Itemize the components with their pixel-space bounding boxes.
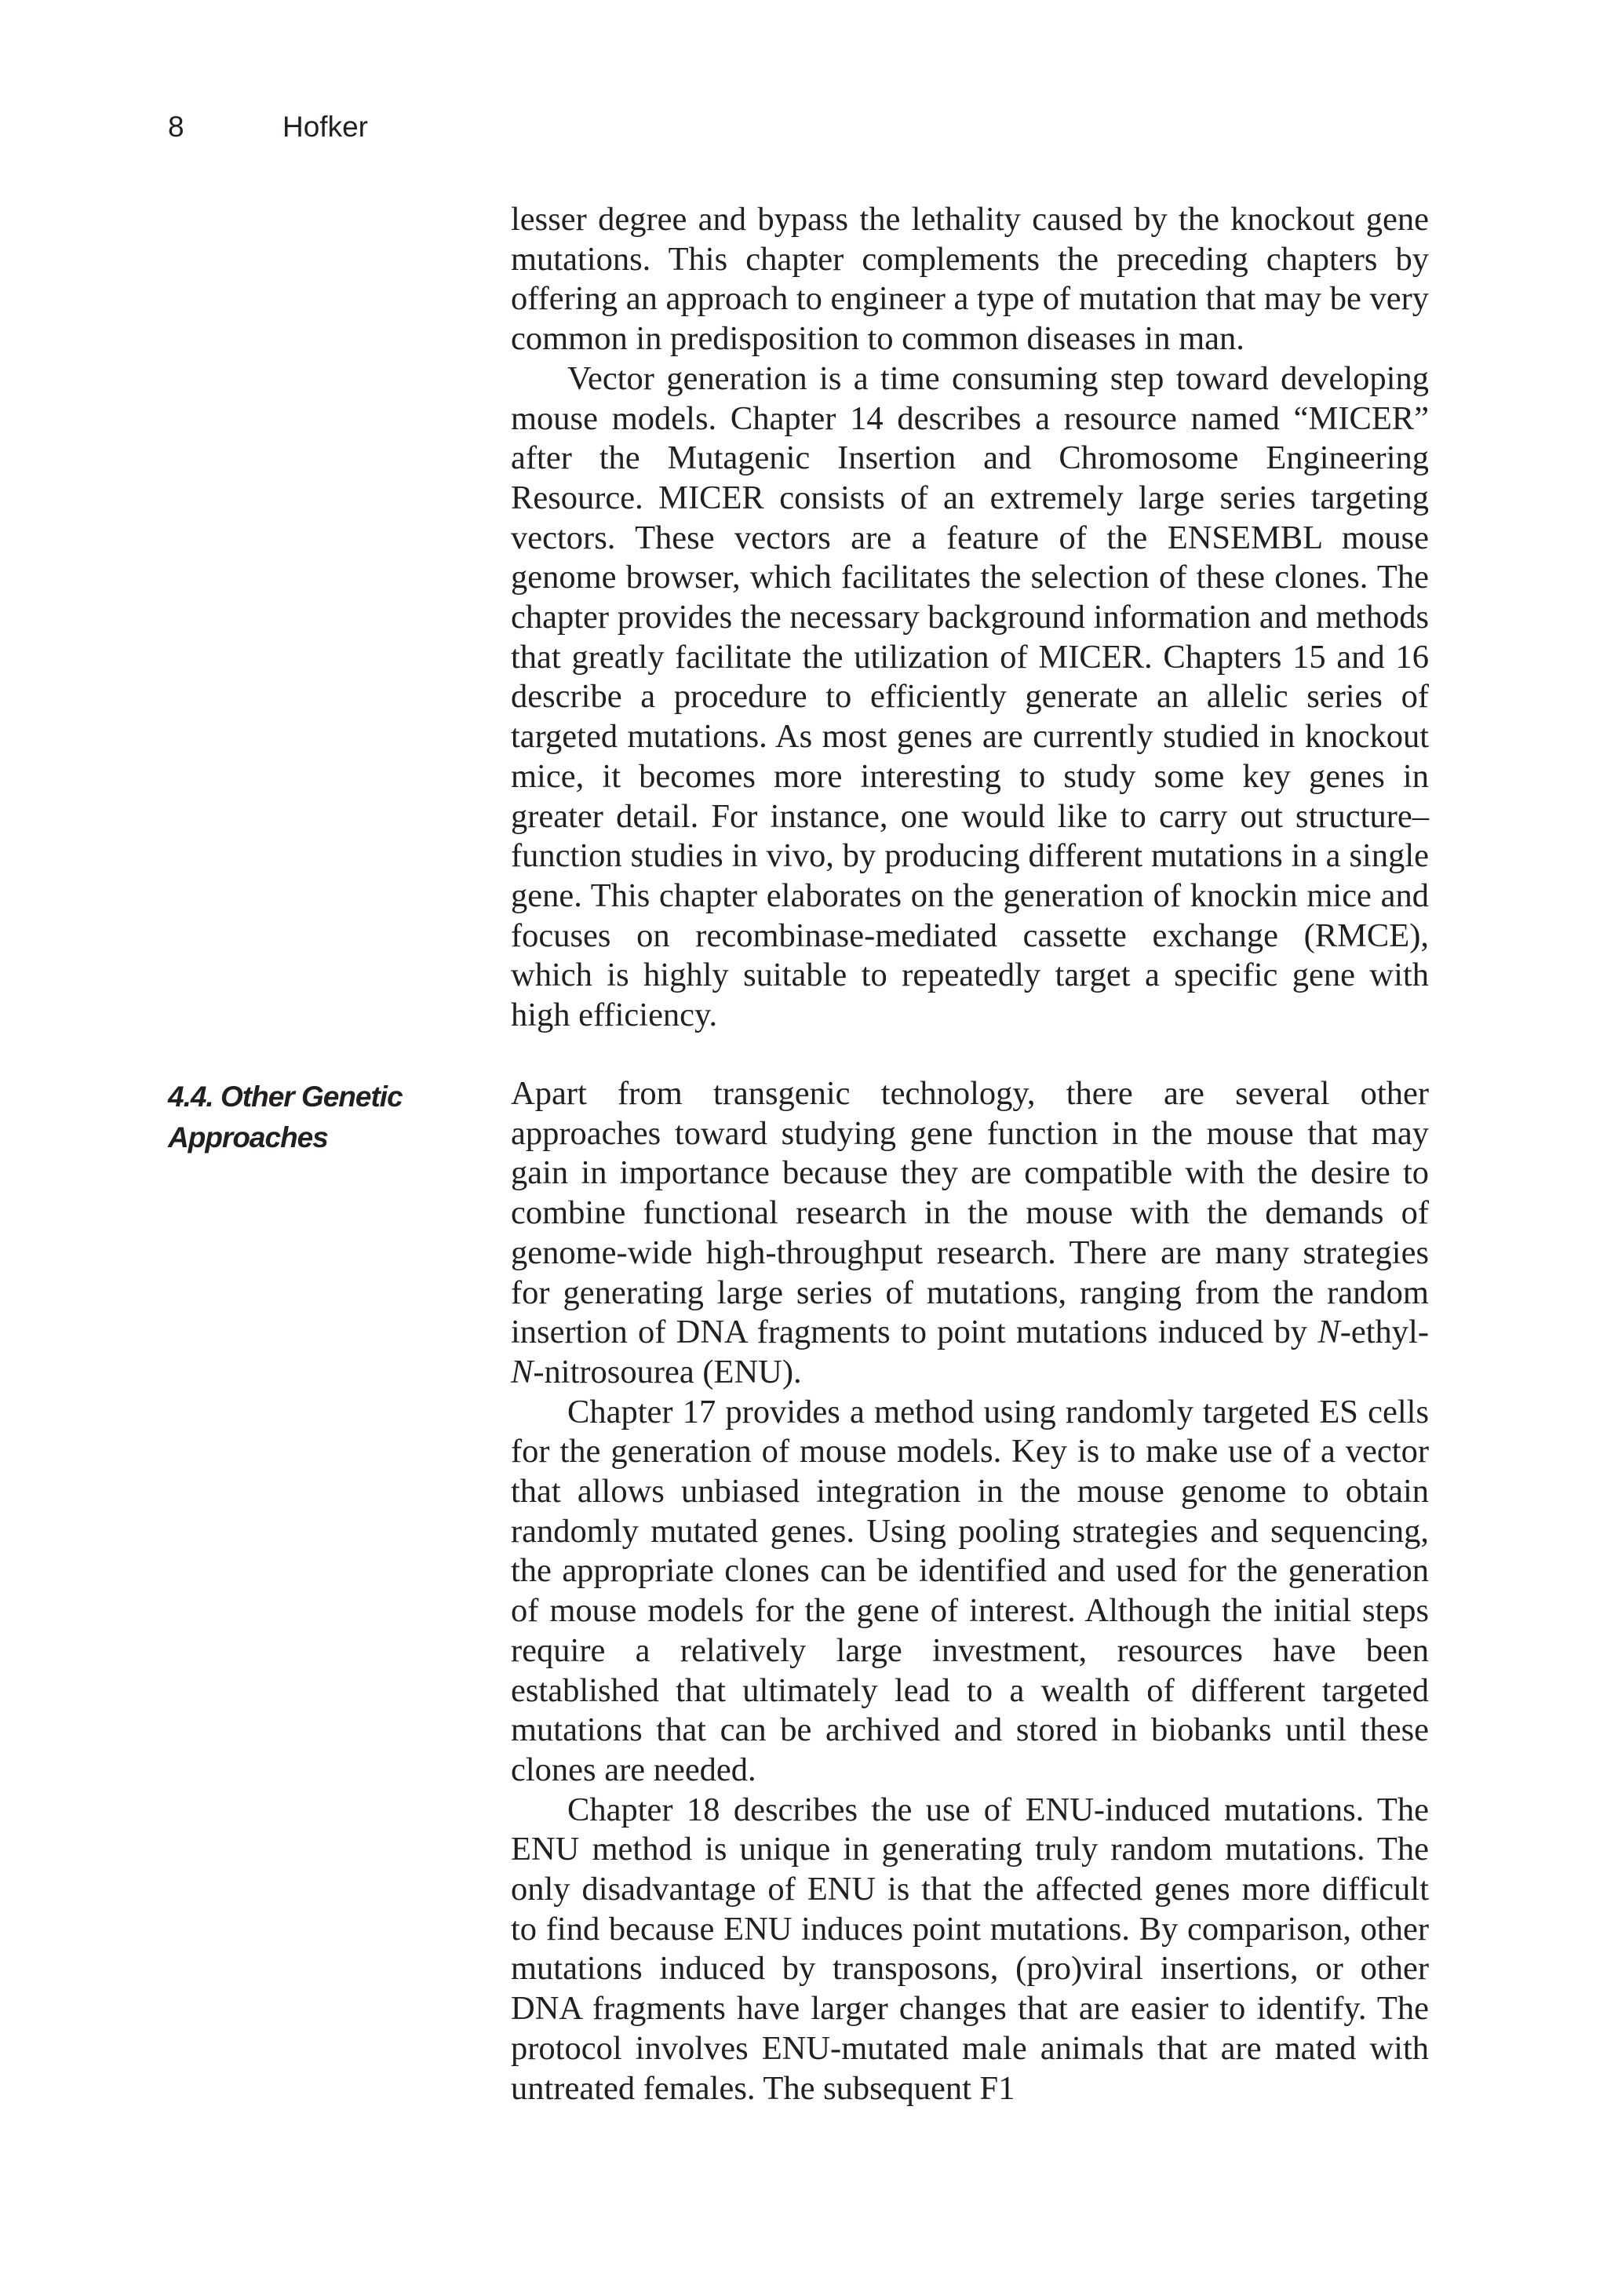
italic-n: N [1317, 1314, 1340, 1351]
body-text-section-4-4 [511, 1074, 1429, 2108]
section-heading-4-4 [168, 1077, 450, 1158]
running-head-author: Hofker [282, 111, 368, 143]
section-heading-line1: 4.4. Other Genetic [168, 1081, 403, 1113]
paragraph-text: -ethyl- [1339, 1314, 1429, 1351]
paragraph-chapter-18: Chapter 18 describes the use of ENU-induced mutations. The ENU method is unique in generating truly random mutations. The only disadvantage of ENU is that the affected genes more difficult to find because ENU induces point mutations. By comparison, other mutations induced by transposons, (pro)viral insertions, or other DNA fragments have larger changes that are easier to identify. The protocol involves ENU-mutated male animals that are mated with untreated females. The subsequent F1 [511, 1791, 1429, 2107]
paragraph-text: -nitrosourea (ENU). [533, 1353, 802, 1390]
paragraph-text: Apart from transgenic technology, there are several other approaches toward studying gene function in the mouse that may gain in importance because they are compatible with the desire to combine functional research in the mouse with the demands of genome-wide high-throughput research. There are many strategies for generating large series of mutations, ranging from the random insertion of DNA fragments to point mutations induced by [511, 1075, 1429, 1351]
paragraph-continuation: lesser degree and bypass the lethality caused by the knockout gene mutations. This chapter complements the preceding chapters by offering an approach to engineer a type of mutation that may be very common in predisposition to common diseases in man. [511, 201, 1429, 358]
page-number: 8 [168, 111, 184, 143]
paragraph-chapter-17: Chapter 17 provides a method using randomly targeted ES cells for the generation of mouse models. Key is to make use of a vector that allows unbiased integration in the mouse genome to obtain randomly mutated genes. Using pooling strategies and sequencing, the appropriate clones can be identified and used for the generation of mouse models for the gene of interest. Although the initial steps require a relatively large investment, resources have been established that ultimately lead to a wealth of different targeted mutations that can be archived and stored in biobanks until these clones are needed. [511, 1393, 1429, 1788]
paragraph-other-approaches [511, 1074, 1429, 1393]
running-head [168, 110, 368, 144]
body-text-top [511, 200, 1429, 1036]
section-heading-line2: Approaches [168, 1121, 328, 1153]
italic-n: N [511, 1353, 534, 1390]
paragraph-micer: Vector generation is a time consuming step toward developing mouse models. Chapter 14 describes a resource named “MICER” after the Mutagenic Insertion and Chromosome Engineering Resource. MICER consists of an extremely large series targeting vectors. These vectors are a feature of the ENSEMBL mouse genome browser, which facilitates the selection of these clones. The chapter provides the necessary background information and methods that greatly facilitate the utilization of MICER. Chapters 15 and 16 describe a procedure to efficiently generate an allelic series of targeted mutations. As most genes are currently studied in knockout mice, it becomes more interesting to study some key genes in greater detail. For instance, one would like to carry out structure–function studies in vivo, by producing different mutations in a single gene. This chapter elaborates on the generation of knockin mice and focuses on recombinase-mediated cassette exchange (RMCE), which is highly suitable to repeatedly target a specific gene with high efficiency. [511, 359, 1429, 1034]
